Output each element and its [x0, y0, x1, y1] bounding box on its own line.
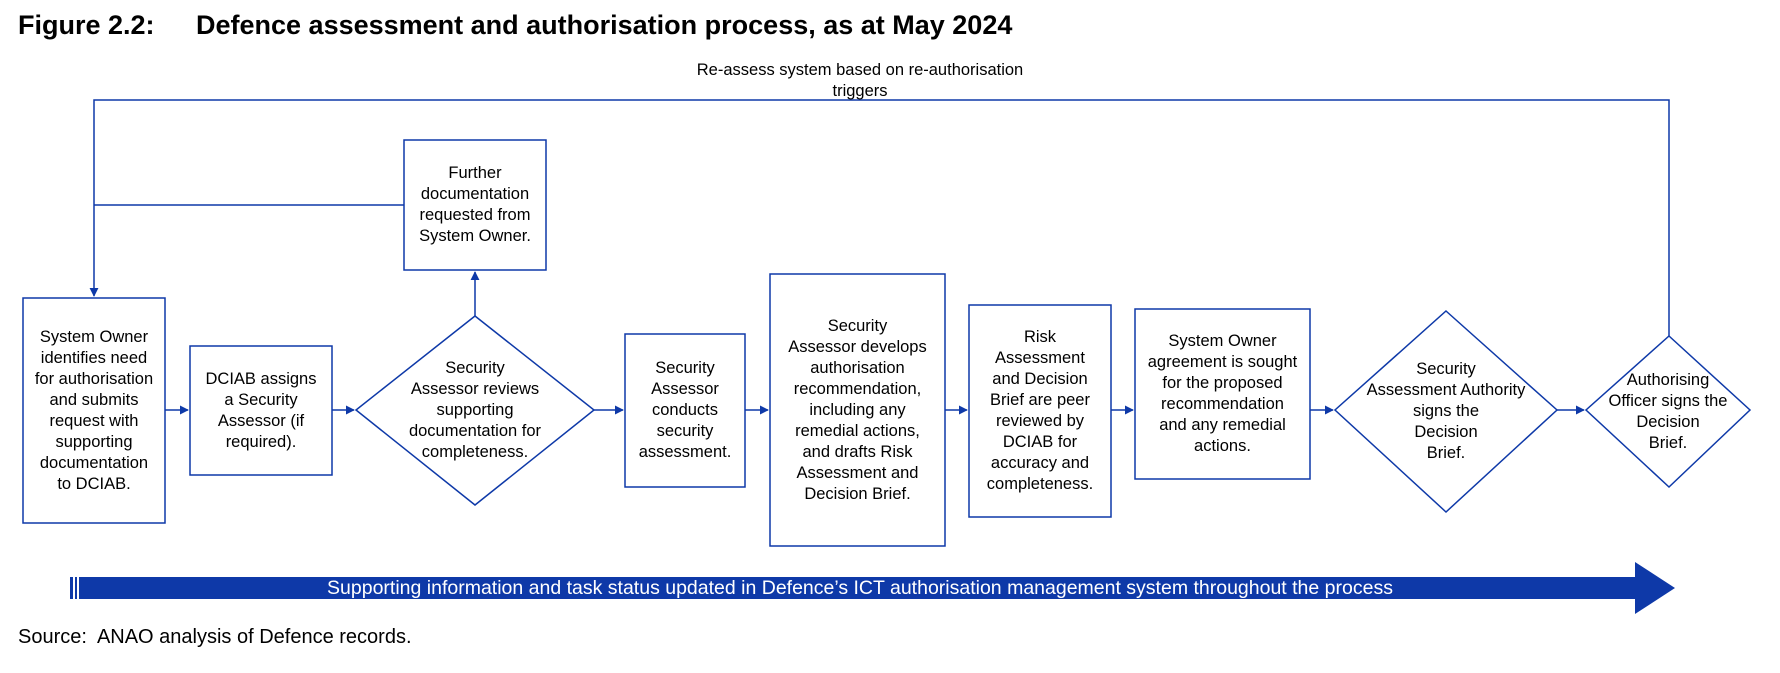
- text-owner-agreement-label: System Owner agreement is sought for the proposed recommendation and any remedial actions.: [1147, 332, 1298, 455]
- text-saa-signs-label: Security Assessment Authority signs the Decision Brief.: [1366, 360, 1526, 462]
- source-label: Source:: [18, 626, 87, 648]
- loop-label: Re-assess system based on re-authorisation triggers: [696, 61, 1024, 100]
- text-dciab-assigns: [190, 346, 332, 475]
- text-assessor-reviews-label: Security Assessor reviews supporting documentation for completeness.: [408, 359, 542, 461]
- figure-heading: Defence assessment and authorisation process, as at May 2024: [196, 10, 1013, 40]
- text-peer-review-label: Risk Assessment and Decision Brief are peer reviewed by DCIAB for accuracy and completeness.: [986, 328, 1094, 493]
- text-owner-agreement: [1135, 309, 1310, 479]
- text-security-assessment-label: Security Assessor conducts security assessment.: [638, 359, 732, 461]
- text-develops-recommendation-label: Security Assessor develops authorisation recommendation, including any remedial actions, and drafts Risk Assessment and Decision Brief.: [788, 316, 927, 503]
- text-further-documentation-label: Further documentation requested from System Owner.: [419, 164, 531, 245]
- figure-label: Figure 2.2:: [18, 10, 155, 40]
- source-text: ANAO analysis of Defence records.: [96, 626, 412, 648]
- text-security-assessment: [625, 334, 745, 487]
- text-officer-signs-label: Authorising Officer signs the Decision Brief.: [1608, 370, 1728, 452]
- text-dciab-assigns-label: DCIAB assigns a Security Assessor (if required).: [205, 369, 317, 451]
- text-saa-signs: [1335, 311, 1557, 512]
- banner-text: Supporting information and task status updated in Defence’s ICT authorisation management system throughout the process: [327, 577, 1393, 599]
- text-assessor-reviews: [356, 316, 594, 505]
- text-owner-request-label: System Owner identifies need for authorisation and submits request with supporting documentation to DCIAB.: [34, 327, 154, 493]
- text-further-documentation: [404, 140, 546, 270]
- source-note: [18, 626, 412, 649]
- text-develops-recommendation: [770, 274, 945, 546]
- text-peer-review: [969, 305, 1111, 517]
- text-owner-request: [23, 298, 165, 523]
- text-officer-signs: [1586, 336, 1750, 487]
